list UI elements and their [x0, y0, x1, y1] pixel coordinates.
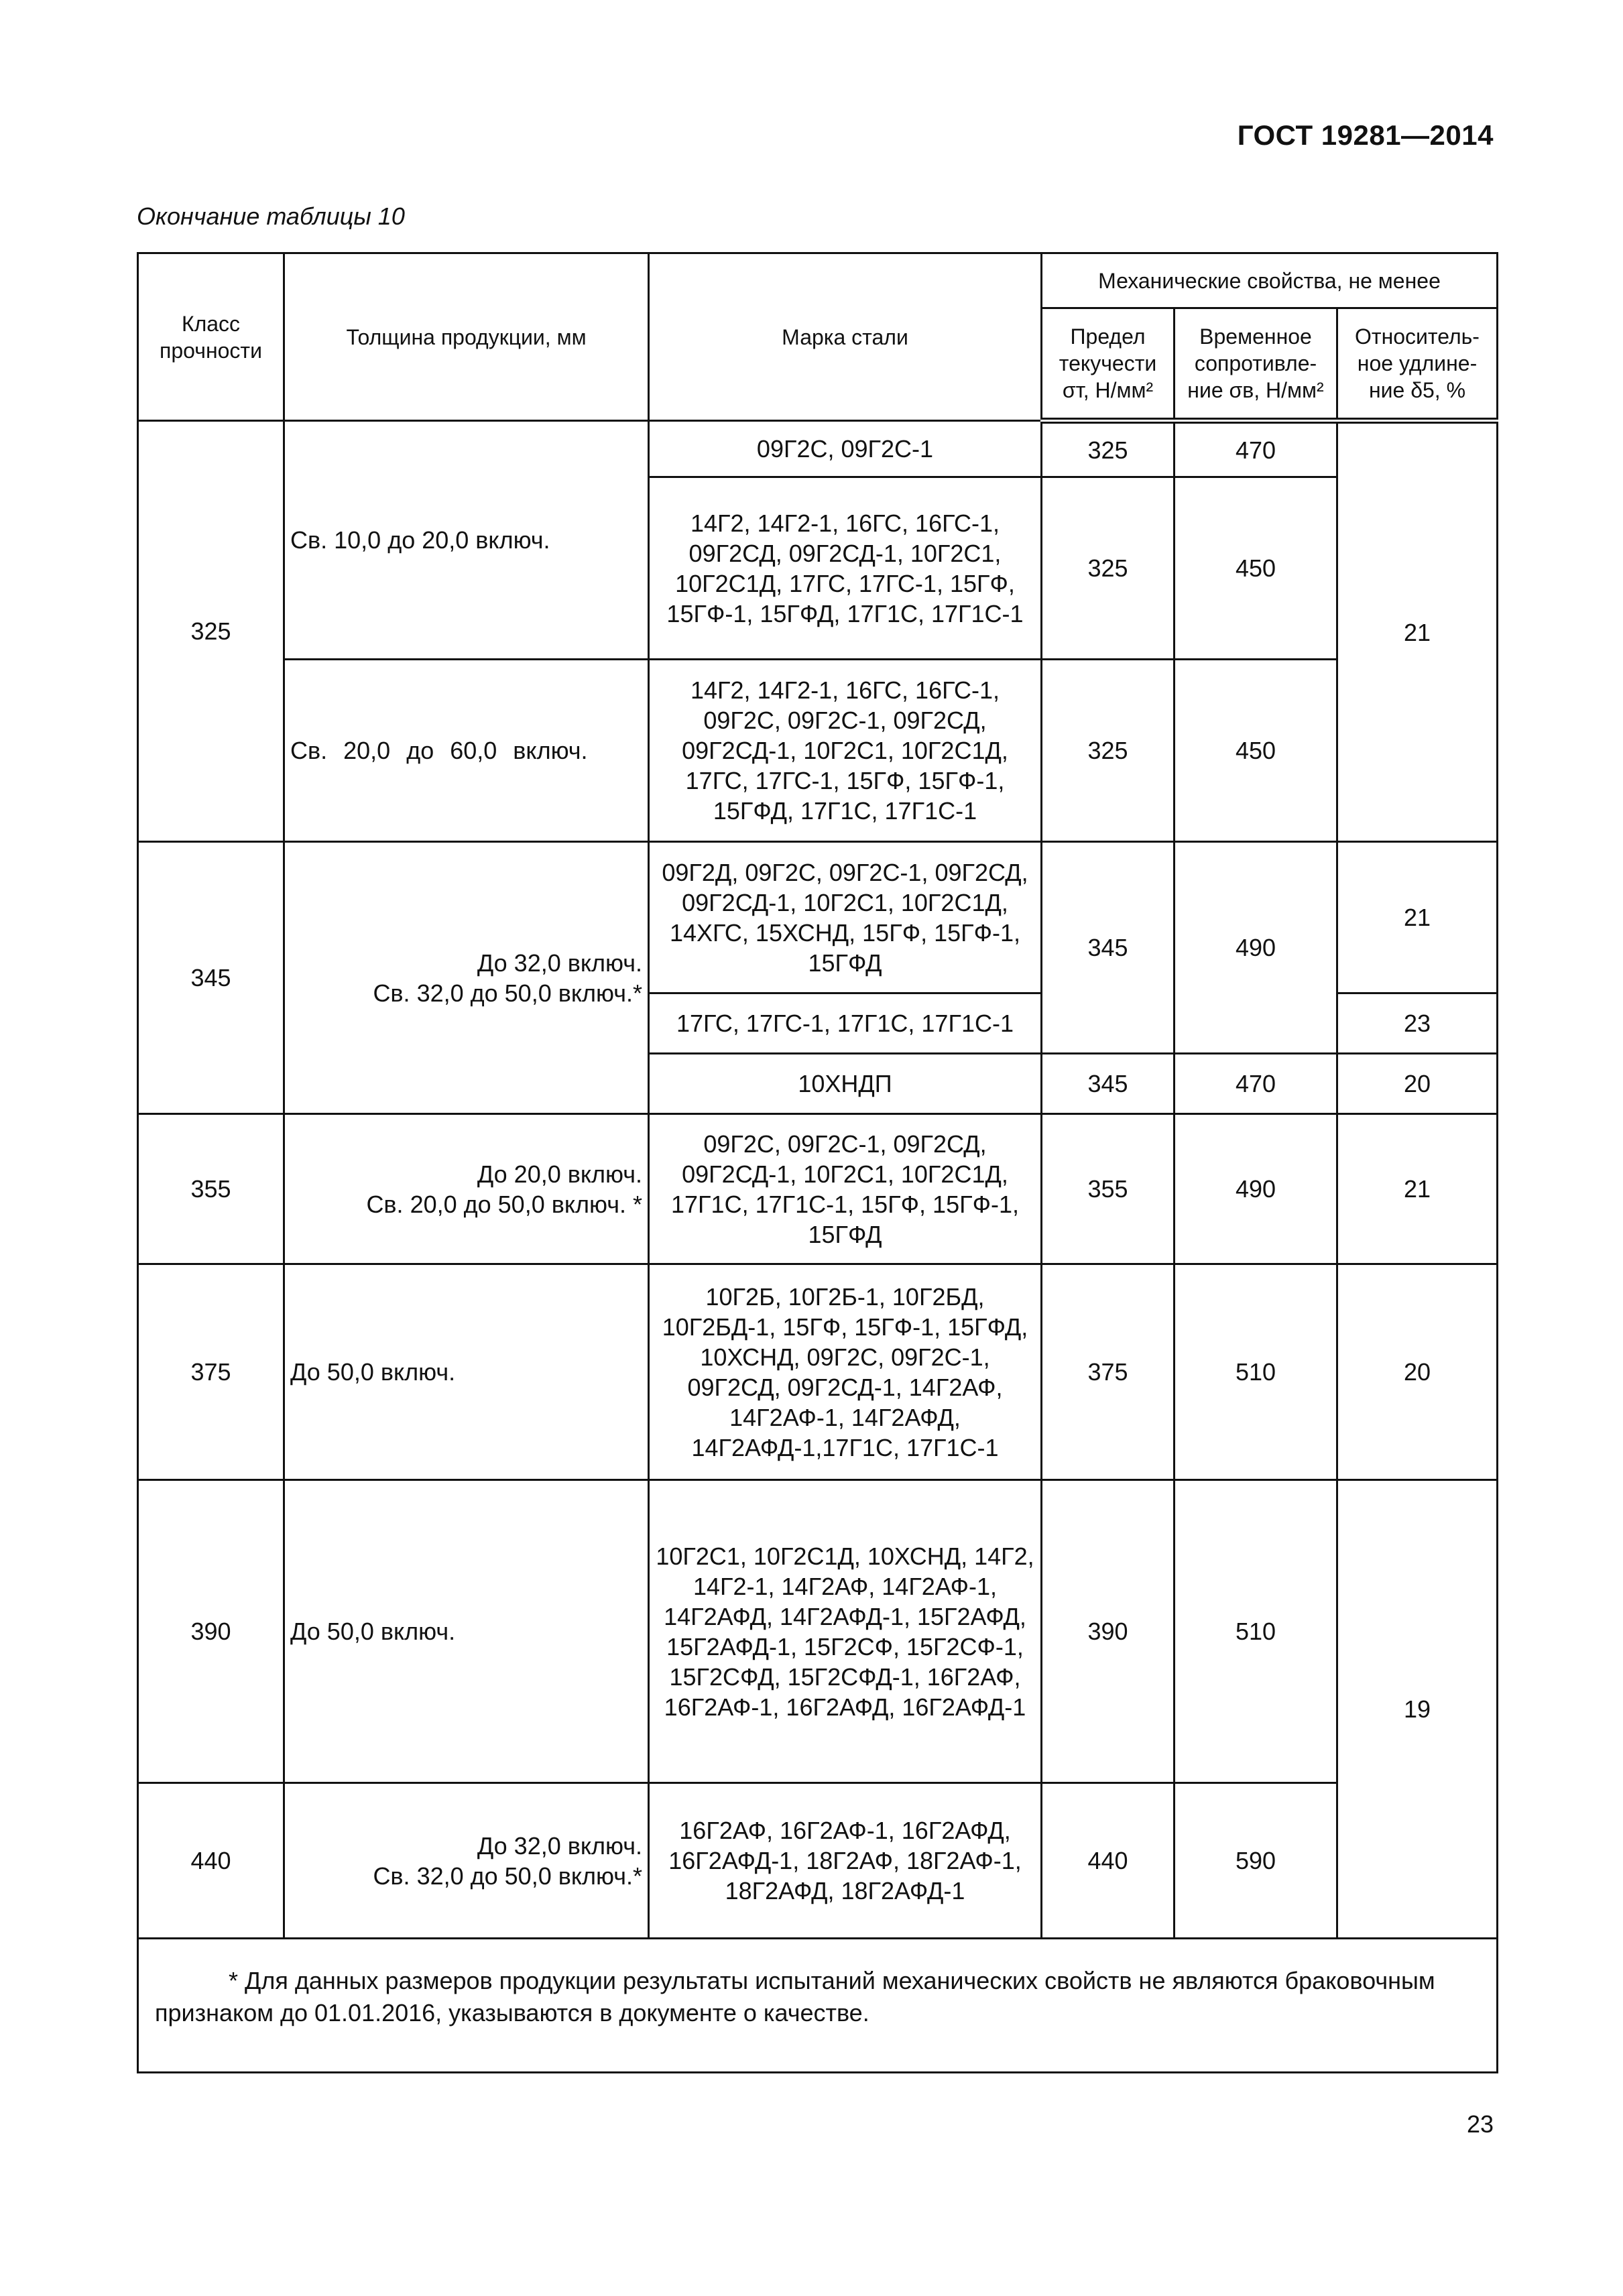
yield-line2: текучести — [1059, 351, 1157, 375]
table-row — [138, 660, 1498, 842]
thickness-cell: До 50,0 включ. — [284, 1264, 649, 1480]
yield-cell: 375 — [1042, 1264, 1175, 1480]
thickness-cell: До 50,0 включ. — [284, 1480, 649, 1783]
elongation-cell: 21 — [1337, 1114, 1498, 1264]
header-thickness: Толщина продукции, мм — [284, 253, 649, 421]
tensile-cell: 590 — [1175, 1783, 1337, 1939]
tensile-cell: 490 — [1175, 842, 1337, 1054]
grade-cell: 16Г2АФ, 16Г2АФ-1, 16Г2АФД, 16Г2АФД-1, 18Г2АФ, 18Г2АФ-1, 18Г2АФД, 18Г2АФД-1 — [649, 1783, 1042, 1939]
yield-cell: 325 — [1042, 477, 1175, 660]
class-cell: 355 — [138, 1114, 284, 1264]
yield-cell: 355 — [1042, 1114, 1175, 1264]
class-cell: 325 — [138, 421, 284, 842]
table-caption: Окончание таблицы 10 — [137, 202, 405, 230]
tensile-line2: сопротивле- — [1194, 351, 1317, 375]
grade-cell: 14Г2, 14Г2-1, 16ГС, 16ГС-1, 09Г2С, 09Г2С-1, 09Г2СД, 09Г2СД-1, 10Г2С1, 10Г2С1Д, 17ГС, 17ГС-1, 15ГФ, 15ГФ-1, 15ГФД, 17Г1С, 17Г1С-1 — [649, 660, 1042, 842]
header-mechanical-properties: Механические свойства, не менее — [1042, 253, 1498, 308]
grade-cell: 14Г2, 14Г2-1, 16ГС, 16ГС-1, 09Г2СД, 09Г2СД-1, 10Г2С1, 10Г2С1Д, 17ГС, 17ГС-1, 15ГФ, 15ГФ-1, 15ГФД, 17Г1С, 17Г1С-1 — [649, 477, 1042, 660]
tensile-cell: 450 — [1175, 660, 1337, 842]
elongation-cell: 20 — [1337, 1054, 1498, 1114]
thickness-cell — [284, 1114, 649, 1264]
elongation-cell: 23 — [1337, 993, 1498, 1054]
header-tensile-strength — [1175, 308, 1337, 421]
page-number: 23 — [1466, 2110, 1494, 2138]
footnote-row — [138, 1939, 1498, 2073]
class-cell: 440 — [138, 1783, 284, 1939]
table-row — [138, 1783, 1498, 1939]
tensile-cell: 450 — [1175, 477, 1337, 660]
tensile-cell: 510 — [1175, 1264, 1337, 1480]
yield-cell: 325 — [1042, 660, 1175, 842]
thickness-line: До 32,0 включ. — [477, 1831, 642, 1860]
steel-properties-table — [137, 252, 1498, 2073]
thickness-line: До 20,0 включ. — [477, 1160, 642, 1188]
grade-cell: 17ГС, 17ГС-1, 17Г1С, 17Г1С-1 — [649, 993, 1042, 1054]
thickness-cell — [284, 842, 649, 1114]
thickness-cell: Св. 20,0 до 60,0 включ. — [284, 660, 649, 842]
elong-line1: Относитель- — [1355, 324, 1480, 349]
thickness-line: Св. 20,0 до 50,0 включ. * — [366, 1190, 642, 1218]
yield-cell: 440 — [1042, 1783, 1175, 1939]
footnote-text: * Для данных размеров продукции результаты испытаний механических свойств не являются браковочным признаком до 01.01.2016, указываются в документе о качестве. — [155, 1967, 1435, 2027]
tensile-line3: ние σв, Н/мм² — [1187, 378, 1324, 402]
grade-cell: 09Г2С, 09Г2С-1 — [649, 421, 1042, 477]
yield-line3: σт, Н/мм² — [1062, 378, 1154, 402]
header-strength-class: Класс прочности — [138, 253, 284, 421]
yield-cell: 345 — [1042, 1054, 1175, 1114]
table-row — [138, 1264, 1498, 1480]
table-row — [138, 1480, 1498, 1783]
thickness-cell — [284, 1783, 649, 1939]
tensile-cell: 490 — [1175, 1114, 1337, 1264]
thickness-line: До 32,0 включ. — [477, 949, 642, 977]
elongation-cell: 19 — [1337, 1480, 1498, 1939]
yield-cell: 325 — [1042, 421, 1175, 477]
class-cell: 375 — [138, 1264, 284, 1480]
thickness-cell: Св. 10,0 до 20,0 включ. — [284, 421, 649, 660]
yield-cell: 390 — [1042, 1480, 1175, 1783]
standard-number: ГОСТ 19281—2014 — [1237, 119, 1494, 151]
grade-cell: 09Г2Д, 09Г2С, 09Г2С-1, 09Г2СД, 09Г2СД-1, 10Г2С1, 10Г2С1Д, 14ХГС, 15ХСНД, 15ГФ, 15ГФ-1, 15ГФД — [649, 842, 1042, 993]
elongation-cell: 21 — [1337, 421, 1498, 842]
elong-line3: ние δ5, % — [1368, 378, 1466, 402]
grade-cell: 10Г2С1, 10Г2С1Д, 10ХСНД, 14Г2, 14Г2-1, 14Г2АФ, 14Г2АФ-1, 14Г2АФД, 14Г2АФД-1, 15Г2АФД, 15Г2АФД-1, 15Г2СФ, 15Г2СФ-1, 15Г2СФД, 15Г2СФД-1, 16Г2АФ, 16Г2АФ-1, 16Г2АФД, 16Г2АФД-1 — [649, 1480, 1042, 1783]
table-row — [138, 1114, 1498, 1264]
thickness-line: Св. 32,0 до 50,0 включ.* — [373, 1862, 642, 1890]
header-elongation — [1337, 308, 1498, 421]
class-cell: 390 — [138, 1480, 284, 1783]
grade-cell: 09Г2С, 09Г2С-1, 09Г2СД, 09Г2СД-1, 10Г2С1, 10Г2С1Д, 17Г1С, 17Г1С-1, 15ГФ, 15ГФ-1, 15ГФД — [649, 1114, 1042, 1264]
tensile-cell: 470 — [1175, 1054, 1337, 1114]
thickness-line: Св. 32,0 до 50,0 включ.* — [373, 979, 642, 1007]
elong-line2: ное удлине- — [1357, 351, 1478, 375]
table-row — [138, 842, 1498, 993]
tensile-cell: 470 — [1175, 421, 1337, 477]
class-cell: 345 — [138, 842, 284, 1114]
footnote — [138, 1939, 1498, 2073]
yield-line1: Предел — [1070, 324, 1146, 349]
yield-cell: 345 — [1042, 842, 1175, 1054]
tensile-cell: 510 — [1175, 1480, 1337, 1783]
header-yield-strength — [1042, 308, 1175, 421]
elongation-cell: 20 — [1337, 1264, 1498, 1480]
grade-cell: 10Г2Б, 10Г2Б-1, 10Г2БД, 10Г2БД-1, 15ГФ, 15ГФ-1, 15ГФД, 10ХСНД, 09Г2С, 09Г2С-1, 09Г2СД, 09Г2СД-1, 14Г2АФ, 14Г2АФ-1, 14Г2АФД, 14Г2АФД-1,17Г1С, 17Г1С-1 — [649, 1264, 1042, 1480]
tensile-line1: Временное — [1199, 324, 1312, 349]
table-row — [138, 421, 1498, 477]
grade-cell: 10ХНДП — [649, 1054, 1042, 1114]
elongation-cell: 21 — [1337, 842, 1498, 993]
header-steel-grade: Марка стали — [649, 253, 1042, 421]
